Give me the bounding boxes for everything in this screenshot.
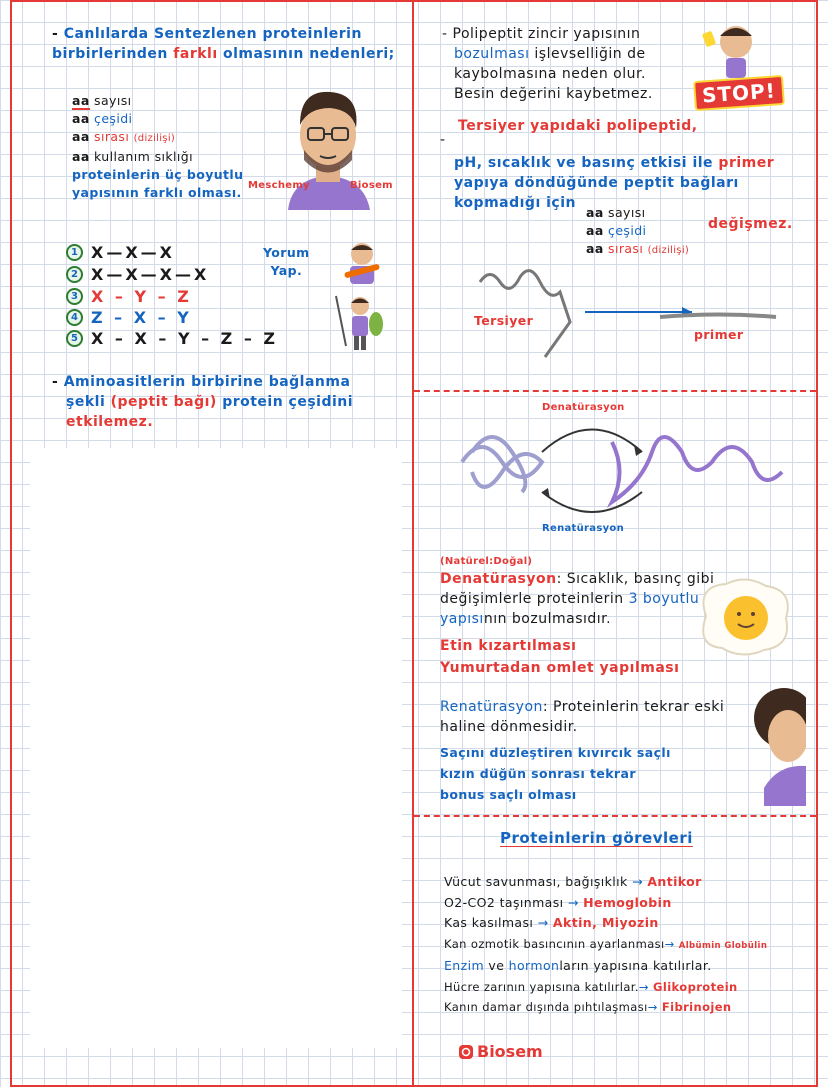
roles-list [444, 872, 767, 1018]
denaturation-diagram [452, 412, 792, 522]
role-item: Vücut savunması, bağışıklık → Antikor [444, 874, 702, 889]
role-item: Kan ozmotik basıncının ayarlanması→ Albümin Globülin [444, 936, 768, 951]
role-item: Enzim ve hormonların yapısına katılırlar. [444, 958, 712, 973]
denaturation-example-2: Yumurtadan omlet yapılması [440, 660, 680, 676]
chain-row-3: 3 X – Y – Z [66, 287, 192, 306]
role-item: Hücre zarının yapısına katılırlar.→ Glikoprotein [444, 979, 738, 994]
peptide-bond-note: - Aminoasitlerin birbirine bağlanma şekli (peptit bağı) protein çeşidini etkilemez. [52, 374, 354, 430]
denaturation-example-1: Etin kızartılması [440, 638, 577, 654]
reason-item: aa sayısı [72, 93, 132, 108]
chain-row-1: 1 X—X—X [66, 243, 175, 262]
section-divider-1 [414, 390, 816, 392]
reasons-list [72, 92, 243, 202]
ph-list-item: aa sayısı [586, 205, 646, 220]
roles-title: Proteinlerin görevleri [500, 829, 693, 847]
blank-area [30, 448, 402, 1048]
role-item: O2-CO2 taşınması → Hemoglobin [444, 894, 672, 910]
bullet-dash: - [440, 132, 446, 148]
reason-item: aa kullanım sıklığı [72, 149, 193, 164]
left-heading: - Canlılarda Sentezlenen proteinlerin birbirlerinden farklı olmasının nedenleri; [52, 26, 395, 62]
renaturasyon-label: Renatürasyon [542, 523, 624, 534]
primer-label: primer [694, 327, 744, 342]
three-d-line: proteinlerin üç boyutlu yapısının farklı olması. [72, 167, 244, 200]
reason-item: aa sırası (dizilişi) [72, 129, 176, 144]
column-divider [412, 0, 414, 1087]
section-divider-2 [414, 815, 816, 817]
chain-row-4: 4 Z – X – Y [66, 308, 192, 327]
fried-egg-icon [696, 576, 794, 656]
ph-note: pH, sıcaklık ve basınç etkisi ile primer yapıya döndüğünde peptit bağları kopmadığı için [454, 155, 775, 211]
stop-sign: STOP! [693, 75, 785, 111]
tersiyer-label: Tersiyer [474, 313, 534, 328]
degismez-label: değişmez. [708, 216, 793, 232]
ph-list-item: aa sırası (dizilişi) [586, 241, 690, 256]
yorum-yap: Yorum Yap. [263, 245, 310, 278]
chain-row-5: 5 X – X – Y – Z – Z [66, 329, 278, 348]
curly-hair-avatar [748, 688, 806, 806]
renaturation-definition: Renatürasyon: Proteinlerin tekrar eski haline dönmesidir. [440, 699, 725, 735]
renaturation-example: Saçını düzleştiren kıvırcık saçlı kızın düğün sonrası tekrar bonus saçlı olması [440, 745, 671, 802]
reason-item: aa çeşidi [72, 111, 133, 126]
avatar-fishing [330, 292, 386, 352]
natural-note: (Natürel:Doğal) [440, 556, 533, 567]
ph-list-item: aa çeşidi [586, 223, 647, 238]
denaturation-definition: Denatürasyon: Sıcaklık, basınç gibi değişimlerle proteinlerin 3 boyutlu yapısının bozulmasıdır. [440, 571, 715, 627]
chain-row-2: 2 X—X—X—X [66, 265, 209, 284]
biosem-label: Biosem [350, 180, 393, 191]
instagram-icon [458, 1044, 474, 1060]
avatar-with-carrot [342, 240, 382, 286]
tersiyer-heading: Tersiyer yapıdaki polipeptid, [458, 118, 698, 134]
ph-list [586, 204, 689, 260]
brand-footer: Biosem [458, 1042, 543, 1061]
role-item: Kanın damar dışında pıhtılaşması→ Fibrinojen [444, 1000, 732, 1014]
polypeptide-note: - Polipeptit zincir yapısının bozulması işlevselliğin de kaybolmasına neden olur. Besin değerini kaybetmez. [442, 26, 653, 102]
meschemy-label: Meschemy [248, 180, 310, 191]
denaturasyon-label: Denatürasyon [542, 402, 625, 413]
role-item: Kas kasılması → Aktin, Miyozin [444, 915, 659, 930]
stop-avatar [700, 18, 770, 84]
